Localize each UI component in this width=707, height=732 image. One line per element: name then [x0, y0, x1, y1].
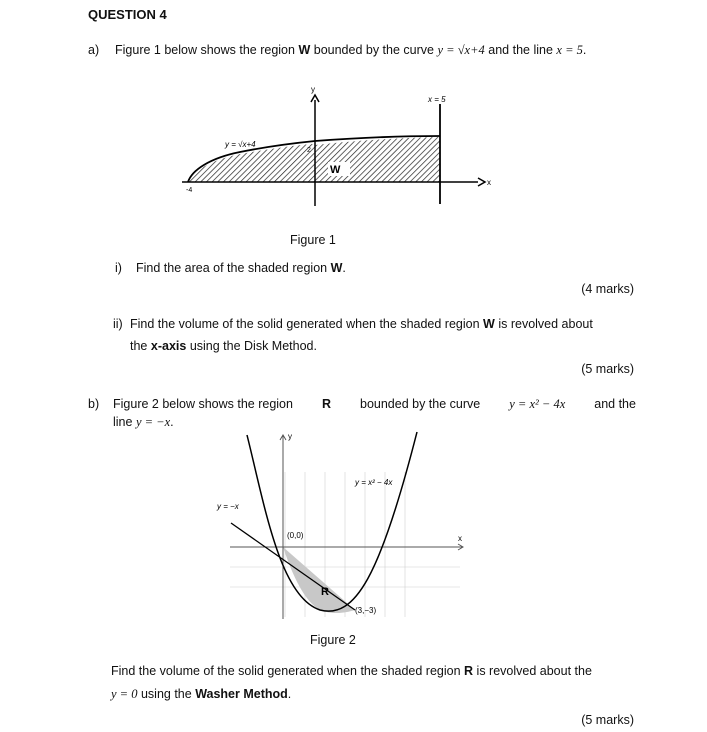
part-b-task-text4: using the — [140, 687, 192, 701]
fig2-axis-y: y — [288, 432, 292, 441]
figure-1 — [170, 82, 500, 212]
fig2-line-label: y = −x — [217, 502, 239, 511]
question-title: QUESTION 4 — [88, 7, 167, 22]
part-a-ii-bold1: W — [483, 317, 495, 331]
part-a-ii-text1: Find the volume of the solid generated when the shaded region — [130, 317, 480, 331]
part-b-task-end: . — [287, 687, 292, 701]
fig2-curve-label: y = x² − 4x — [355, 478, 393, 487]
fig1-tick-y: 2 — [307, 147, 311, 154]
part-b-task-line1 — [111, 663, 592, 679]
fig2-origin-label: (0,0) — [287, 531, 304, 540]
part-b-text1: Figure 2 below shows the region — [113, 397, 293, 411]
fig1-line-label: x = 5 — [428, 95, 446, 104]
fig2-point-label: (3,−3) — [355, 606, 377, 615]
part-a-end: . — [582, 43, 587, 57]
part-b-task-bold: R — [464, 664, 474, 678]
fig1-axis-x: x — [487, 178, 491, 187]
part-a-ii-text4: using the Disk Method. — [189, 339, 317, 353]
part-b-line1 — [113, 396, 636, 412]
part-b-text2: bounded by the curve — [360, 397, 481, 411]
part-b-line: y = −x — [135, 415, 171, 429]
part-a-line: x = 5 — [556, 43, 583, 57]
part-a-ii-label: ii) — [113, 317, 123, 331]
figure-1-caption: Figure 1 — [290, 233, 336, 247]
part-a-intro — [115, 42, 586, 58]
fig1-region-label: W — [330, 164, 341, 176]
part-a-region: W — [298, 43, 311, 57]
part-a-curve: y = √x+4 — [437, 43, 485, 57]
figure-2 — [205, 427, 480, 622]
fig1-curve-label: y = √x+4 — [225, 140, 256, 149]
part-b-end: . — [170, 415, 174, 429]
part-a-ii-line2 — [130, 338, 317, 354]
figure-2-caption: Figure 2 — [310, 633, 356, 647]
part-a-label: a) — [88, 43, 100, 57]
part-a-i-label: i) — [115, 261, 122, 275]
part-b-text3: and the — [594, 397, 636, 411]
fig2-axis-x: x — [458, 534, 462, 543]
part-b-task-text3: y = 0 — [111, 687, 138, 701]
part-b-region: R — [321, 397, 331, 411]
part-a-i-bold: W — [330, 261, 343, 275]
part-a-ii-marks: (5 marks) — [581, 362, 634, 376]
fig2-region-label: R — [321, 586, 329, 598]
part-a-ii-bold2: x-axis — [150, 339, 187, 353]
fig1-axis-y: y — [311, 85, 315, 94]
part-a-ii-text2: is revolved about — [498, 317, 593, 331]
part-b-line2 — [113, 414, 174, 430]
part-a-intro-text2: bounded by the curve — [313, 43, 434, 57]
fig2-grid — [230, 472, 460, 617]
x-axis-arrow — [478, 178, 485, 186]
part-a-i-question: Find the area of the shaded region — [136, 261, 328, 275]
part-b-label: b) — [88, 397, 100, 411]
part-b-task-line2 — [111, 686, 291, 702]
part-b-marks: (5 marks) — [581, 713, 634, 727]
part-a-i-end: . — [342, 261, 346, 275]
curve-parabola — [247, 432, 417, 611]
fig1-tick-left: -4 — [186, 187, 193, 194]
part-a-intro-text: Figure 1 below shows the region — [115, 43, 295, 57]
part-b-text4: line — [113, 415, 133, 429]
part-a-intro-text3: and the line — [488, 43, 553, 57]
part-b-curve: y = x² − 4x — [509, 397, 566, 411]
part-a-ii-text3: the — [130, 339, 148, 353]
part-b-task-method: Washer Method — [195, 687, 288, 701]
part-a-i-text — [136, 260, 346, 276]
part-b-task-text1: Find the volume of the solid generated when the shaded region — [111, 664, 461, 678]
part-b-task-text2: is revolved about the — [476, 664, 592, 678]
part-a-ii-line1 — [130, 316, 593, 332]
part-a-i-marks: (4 marks) — [581, 282, 634, 296]
